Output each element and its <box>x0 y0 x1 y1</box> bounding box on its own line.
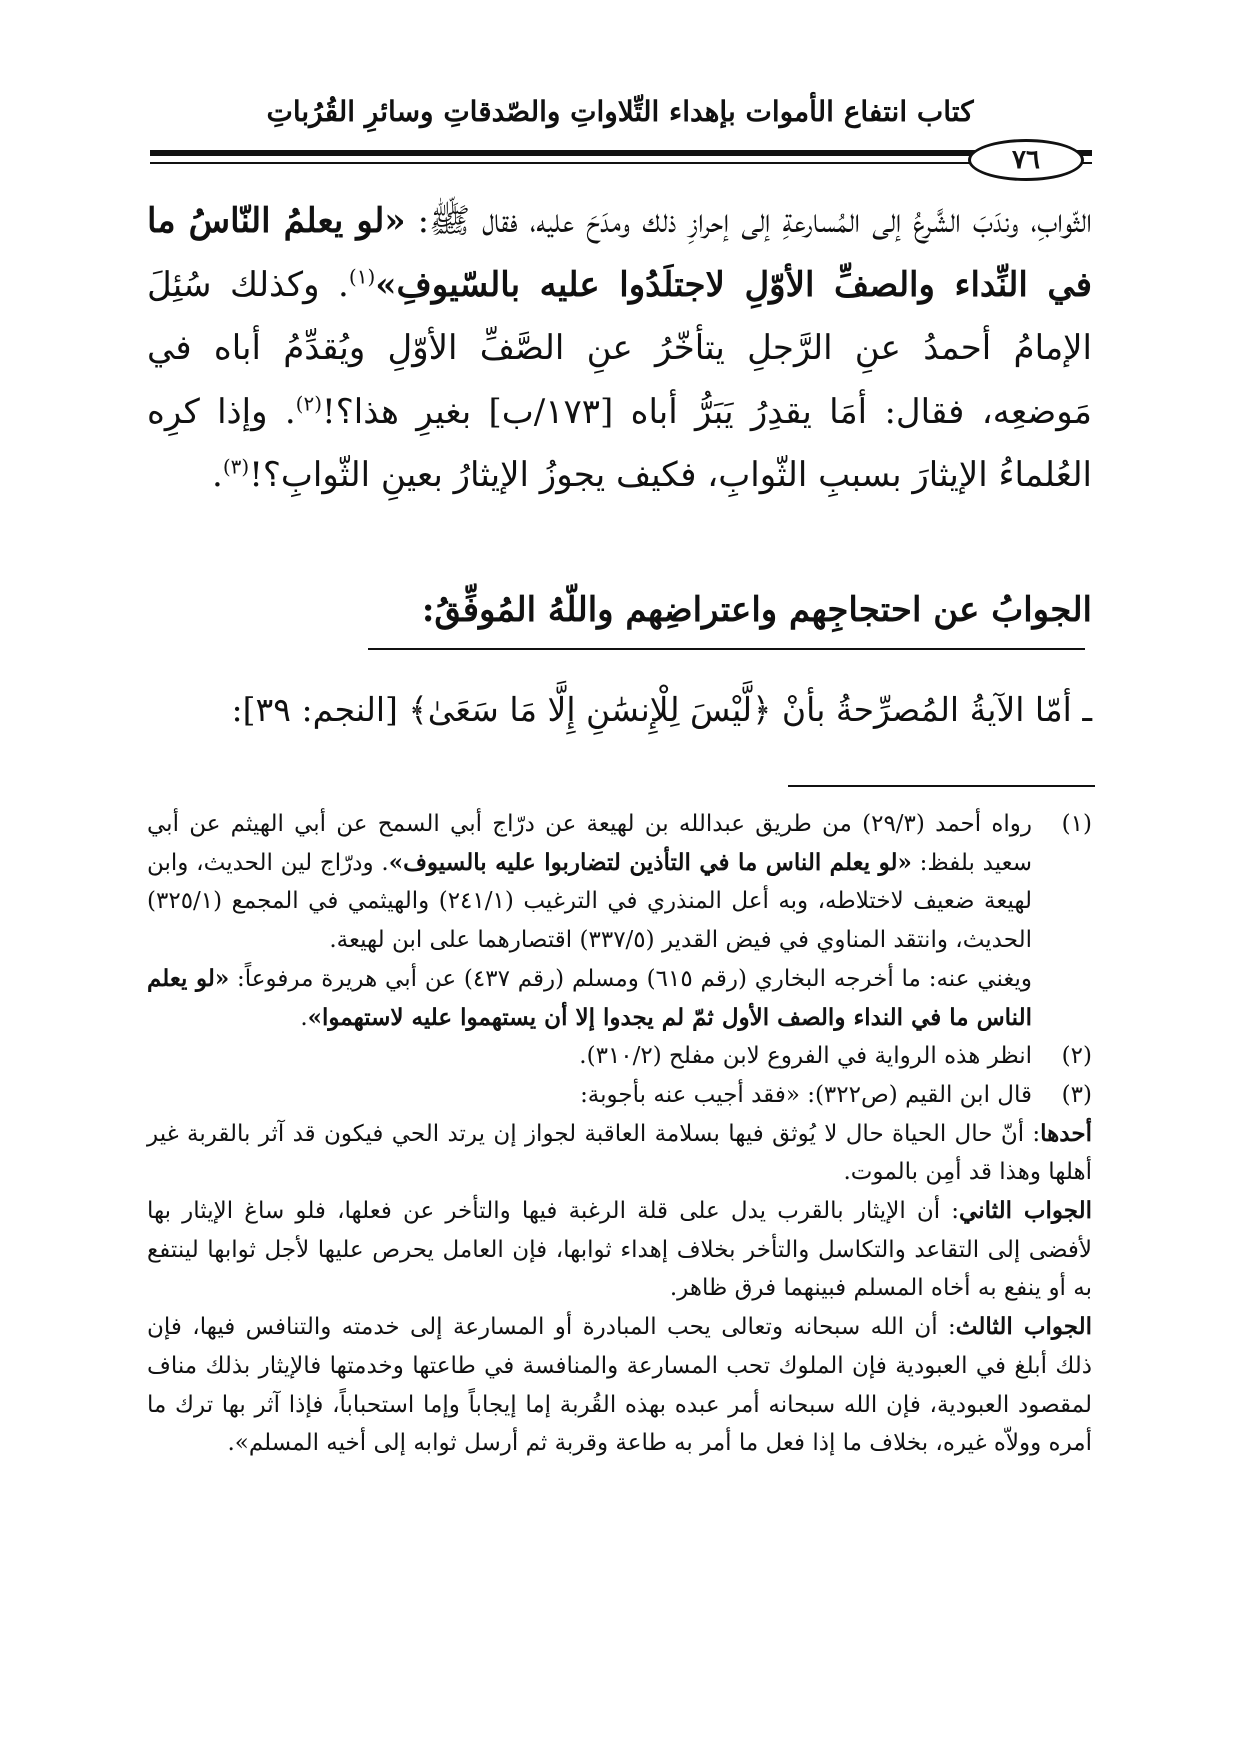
footnote-ref-1: (١) <box>348 264 376 289</box>
header-rule-thin <box>150 162 1092 164</box>
footnote-text: . ودرّاج لين الحديث، وابن لهيعة ضعيف لاختلاطه، وبه أعل المنذري في الترغيب (٢٤١/١) والهيثمي في المجمع (٣٢٥/١) الحديث، وانتقد المناوي في فيض القدير (٣٣٧/٥) اقتصارهما على ابن لهيعة. <box>147 849 1032 954</box>
footnote-ref-2: (٢) <box>295 391 323 416</box>
footnote-text: ويغني عنه: ما أخرجه البخاري (رقم ٦١٥) ومسلم (رقم ٤٣٧) عن أبي هريرة مرفوعاً: <box>229 965 1032 992</box>
footnote-marker: (٣) <box>1061 1081 1092 1108</box>
footnote-paragraph <box>147 805 1032 960</box>
main-paragraph <box>147 190 1092 508</box>
answer-text: : أن الإيثار بالقرب يدل على قلة الرغبة فيها والتأخر عن فعلها، فلو ساغ الإيثار بها لأفضى إلى التقاعد والتكاسل والتأخر بخلاف إهداء ثوابها، فإن العامل يحرص عليها لأجل ثوابها لينتفع به أو ينفع به أخاه المسلم فبينهما فرق ظاهر. <box>147 1198 1092 1302</box>
answer-label: الجواب الثالث <box>955 1313 1092 1341</box>
footnote-text: انظر هذه الرواية في الفروع لابن مفلح (٣١٠/٢). <box>579 1043 1032 1070</box>
footnote-1 <box>147 805 1092 1037</box>
answer-label: الجواب الثاني <box>959 1197 1092 1225</box>
footnote-2 <box>147 1037 1092 1076</box>
verse-line: ـ أمّا الآيةُ المُصرِّحةُ بأنْ ﴿لَّيْسَ لِلْإِنسَٰنِ إِلَّا مَا سَعَىٰ﴾ [النجم: ٣٩]: <box>231 690 1092 729</box>
answer-text: : أنّ حال الحياة حال لا يُوثق فيها بسلامة العاقبة لجواز إن يرتد الحي فيكون قد آثر بالقربة غير أهلها وهذا قد أمِن بالموت. <box>147 1120 1092 1186</box>
body-text-segment: . <box>212 455 223 495</box>
answer-text: : أن الله سبحانه وتعالى يحب المبادرة أو المسارعة إلى خدمته والتنافس فيها، فإن ذلك أبلغ في العبودية فإن الملوك تحب المسارعة والمنافسة في طاعتها وخدمتها فالإيثار بذلك مناف لمقصود العبودية، فإن الله سبحانه أمر عبده بهذه القُربة إما إيجاباً وإما استحباباً، فإذا آثر بها ترك ما أمره وولاّه غيره، بخلاف ما إذا فعل ما أمر به طاعة وقربة ثم أرسل ثوابه إلى أخيه المسلم». <box>147 1314 1092 1457</box>
page-number: ٧٦ <box>968 139 1084 181</box>
answer-3 <box>147 1308 1092 1463</box>
footnote-separator <box>788 785 1095 787</box>
body-text-segment: الثّوابِ، وندَبَ الشَّرعُ إلى المُسارعةِ إلى إحرازِ ذلك ومدَحَ عليه، فقال ﷺ: <box>405 201 1092 241</box>
hadith-quote: «لو يعلم الناس ما في النداء والصف الأول ثمّ لم يجدوا إلا أن يستهموا عليه لاستهموا» <box>147 964 1032 1031</box>
body-text-segment: . وإذا كرِه العُلماءُ الإيثارَ بسببِ الثّوابِ، فكيف يجوزُ الإيثارُ بعينِ الثّوابِ؟! <box>147 391 1092 495</box>
answer-2 <box>147 1192 1092 1308</box>
section-heading: الجوابُ عن احتجاجِهم واعتراضِهم واللّهُ المُوفِّقُ: <box>421 590 1092 630</box>
answer-1 <box>147 1115 1092 1192</box>
footnote-marker: (١) <box>1061 811 1092 837</box>
footnote-text: قال ابن القيم (ص٣٢٢): «فقد أجيب عنه بأجوبة: <box>580 1081 1032 1108</box>
footnote-text: رواه أحمد (٢٩/٣) من طريق عبدالله بن لهيعة عن درّاج أبي السمح عن أبي الهيثم عن أبي سعيد بلفظ: <box>147 811 1033 876</box>
hadith-quote: «لو يعلم الناس ما في التأذين لتضاربوا عليه بالسيوف» <box>388 848 912 876</box>
body-text-segment: . وكذلك سُئِلَ الإمامُ أحمدُ عنِ الرَّجلِ يتأخّرُ عنِ الصَّفِّ الأوّلِ ويُقدِّمُ أباه في مَوضعِه، فقال: أمَا يقدِرُ يَبَرُّ أباه [١٧٣/ب] بغيرِ هذا؟! <box>147 264 1092 432</box>
footnotes <box>147 805 1092 1463</box>
footnote-marker: (٢) <box>1061 1043 1092 1070</box>
answer-label: أحدها <box>1040 1119 1092 1147</box>
running-title: كتاب انتفاع الأموات بإهداء التِّلاواتِ والصّدقاتِ وسائرِ القُرُباتِ <box>266 95 974 128</box>
hadith-quote: «لو يعلمُ النّاسُ ما في النِّداء والصفِّ الأوّلِ لاجتلَدُوا عليه بالسّيوفِ» <box>147 201 1093 305</box>
footnote-3 <box>147 1076 1092 1115</box>
heading-underline <box>368 648 1085 650</box>
header-rule-thick <box>150 150 1092 156</box>
footnote-paragraph <box>147 960 1032 1037</box>
footnote-text: . <box>300 1004 308 1031</box>
footnote-ref-3: (٣) <box>222 454 250 479</box>
